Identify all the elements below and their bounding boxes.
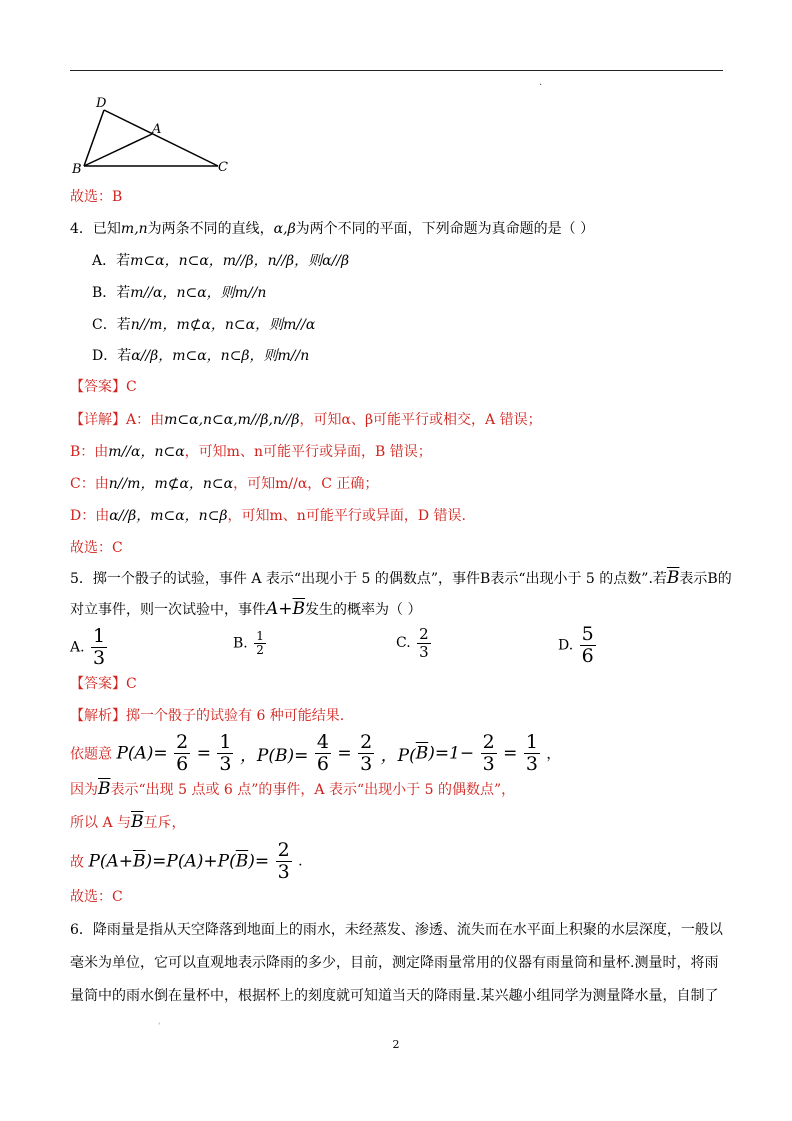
- label-b: B: [72, 162, 82, 176]
- q4-detail-a: 【详解】A：由m⊂α,n⊂α,m//β,n//β，可知α、β可能平行或相交，A 错误；: [70, 412, 542, 428]
- q4-detail-b: B：由m//α，n⊂α，可知m、n可能平行或异面，B 错误；: [70, 444, 432, 460]
- q3-final: 故选：B: [70, 189, 123, 205]
- q4-detail-c: C：由n//m，m⊄α，n⊂α，可知m//α，C 正确；: [70, 476, 379, 492]
- q4-option-c: C．若n//m，m⊄α，n⊂α，则m//α: [92, 317, 316, 333]
- q5-option-c: C. $\frac{2}{3}$: [396, 625, 429, 661]
- page-number: 2: [392, 1038, 400, 1051]
- q4-detail-d: D：由α//β，m⊂α，n⊂β，可知m、n可能平行或异面，D 错误.: [70, 508, 466, 524]
- fraction: $\frac{2}{3}$: [277, 839, 290, 883]
- q5-answer: 【答案】C: [70, 676, 137, 692]
- fraction: $\frac{1}{2}$: [256, 629, 264, 658]
- q5-analysis: 【解析】掷一个骰子的试验有 6 种可能结果.: [70, 708, 345, 724]
- segment-dc: [104, 110, 218, 166]
- fraction: $\frac{2}{3}$: [419, 625, 429, 661]
- q4-option-b: B．若m//α，n⊂α，则m//n: [92, 285, 267, 301]
- fraction: $\frac{1}{3}$: [525, 731, 538, 775]
- q6-line1: 6．降雨量是指从天空降落到地面上的雨水，未经蒸发、渗透、流失而在水平面上积聚的水层深度，一般以: [70, 922, 723, 938]
- q4-stem: 4．已知m,n为两条不同的直线，α,β为两个不同的平面，下列命题为真命题的是（ ）: [70, 221, 595, 237]
- header-rule: [70, 70, 723, 71]
- q5-calc-line: 依题意 P(A)= $\frac{2}{6}$ = $\frac{1}{3}$ ，P(B)= $\frac{4}{6}$ = $\frac{2}{3}$ ，$P(\overline{B})=1-$ $\frac{2}{3}$ = $\frac{1}{3}$ ，: [70, 731, 561, 775]
- q6-line3: 量筒中的雨水倒在量杯中，根据杯上的刻度就可知道当天的降雨量.某兴趣小组同学为测量降水量，自制了: [70, 988, 719, 1004]
- fraction: $\frac{1}{3}$: [219, 731, 232, 775]
- fraction: $\frac{2}{3}$: [360, 731, 373, 775]
- q5-stem-line1: 5．掷一个骰子的试验，事件 A 表示“出现小于 5 的偶数点”，事件B表示“出现小于 5 的点数”.若$\overline{B}$表示B的: [70, 568, 732, 588]
- q5-final: 故选：C: [70, 889, 123, 905]
- label-c: C: [218, 160, 228, 175]
- q5-because: 因为$\overline{B}$表示“出现 5 点或 6 点”的事件，A 表示“出现小于 5 的偶数点”，: [70, 779, 516, 799]
- fraction: $\frac{4}{6}$: [316, 731, 329, 775]
- label-d: D: [96, 96, 107, 111]
- q4-final: 故选：C: [70, 540, 123, 556]
- triangle-figure: [70, 94, 240, 176]
- q5-stem-line2: 对立事件，则一次试验中，事件$A+\overline{B}$发生的概率为（ ）: [70, 599, 422, 619]
- q5-option-a: A. $\frac{1}{3}$: [70, 625, 106, 669]
- q6-line2: 毫米为单位，它可以直观地表示降雨的多少，目前，测定降雨量常用的仪器有雨量筒和量杯.测量时，将雨: [70, 955, 719, 971]
- fraction: $\frac{2}{6}$: [176, 731, 189, 775]
- label-a: A: [152, 122, 162, 137]
- q5-so: 所以 A 与$\overline{B}$互斥，: [70, 812, 186, 832]
- q4-answer: 【答案】C: [70, 379, 137, 395]
- header-dot: ·: [539, 80, 543, 91]
- fraction: $\frac{2}{3}$: [482, 731, 495, 775]
- fraction: $\frac{5}{6}$: [581, 623, 594, 667]
- q5-therefore: 故 $P(A+\overline{B})=P(A)+P(\overline{B})=$ $\frac{2}{3}$ .: [70, 839, 303, 883]
- q5-option-d: D. $\frac{5}{6}$: [558, 623, 594, 667]
- q4-option-a: A．若m⊂α，n⊂α，m//β，n//β，则α//β: [92, 253, 350, 269]
- q5-option-b: B. $\frac{1}{2}$: [233, 629, 264, 658]
- margin-mark: ˈ: [158, 1022, 161, 1031]
- q4-option-d: D．若α//β，m⊂α，n⊂β，则m//n: [92, 348, 310, 364]
- fraction: $\frac{1}{3}$: [93, 625, 106, 669]
